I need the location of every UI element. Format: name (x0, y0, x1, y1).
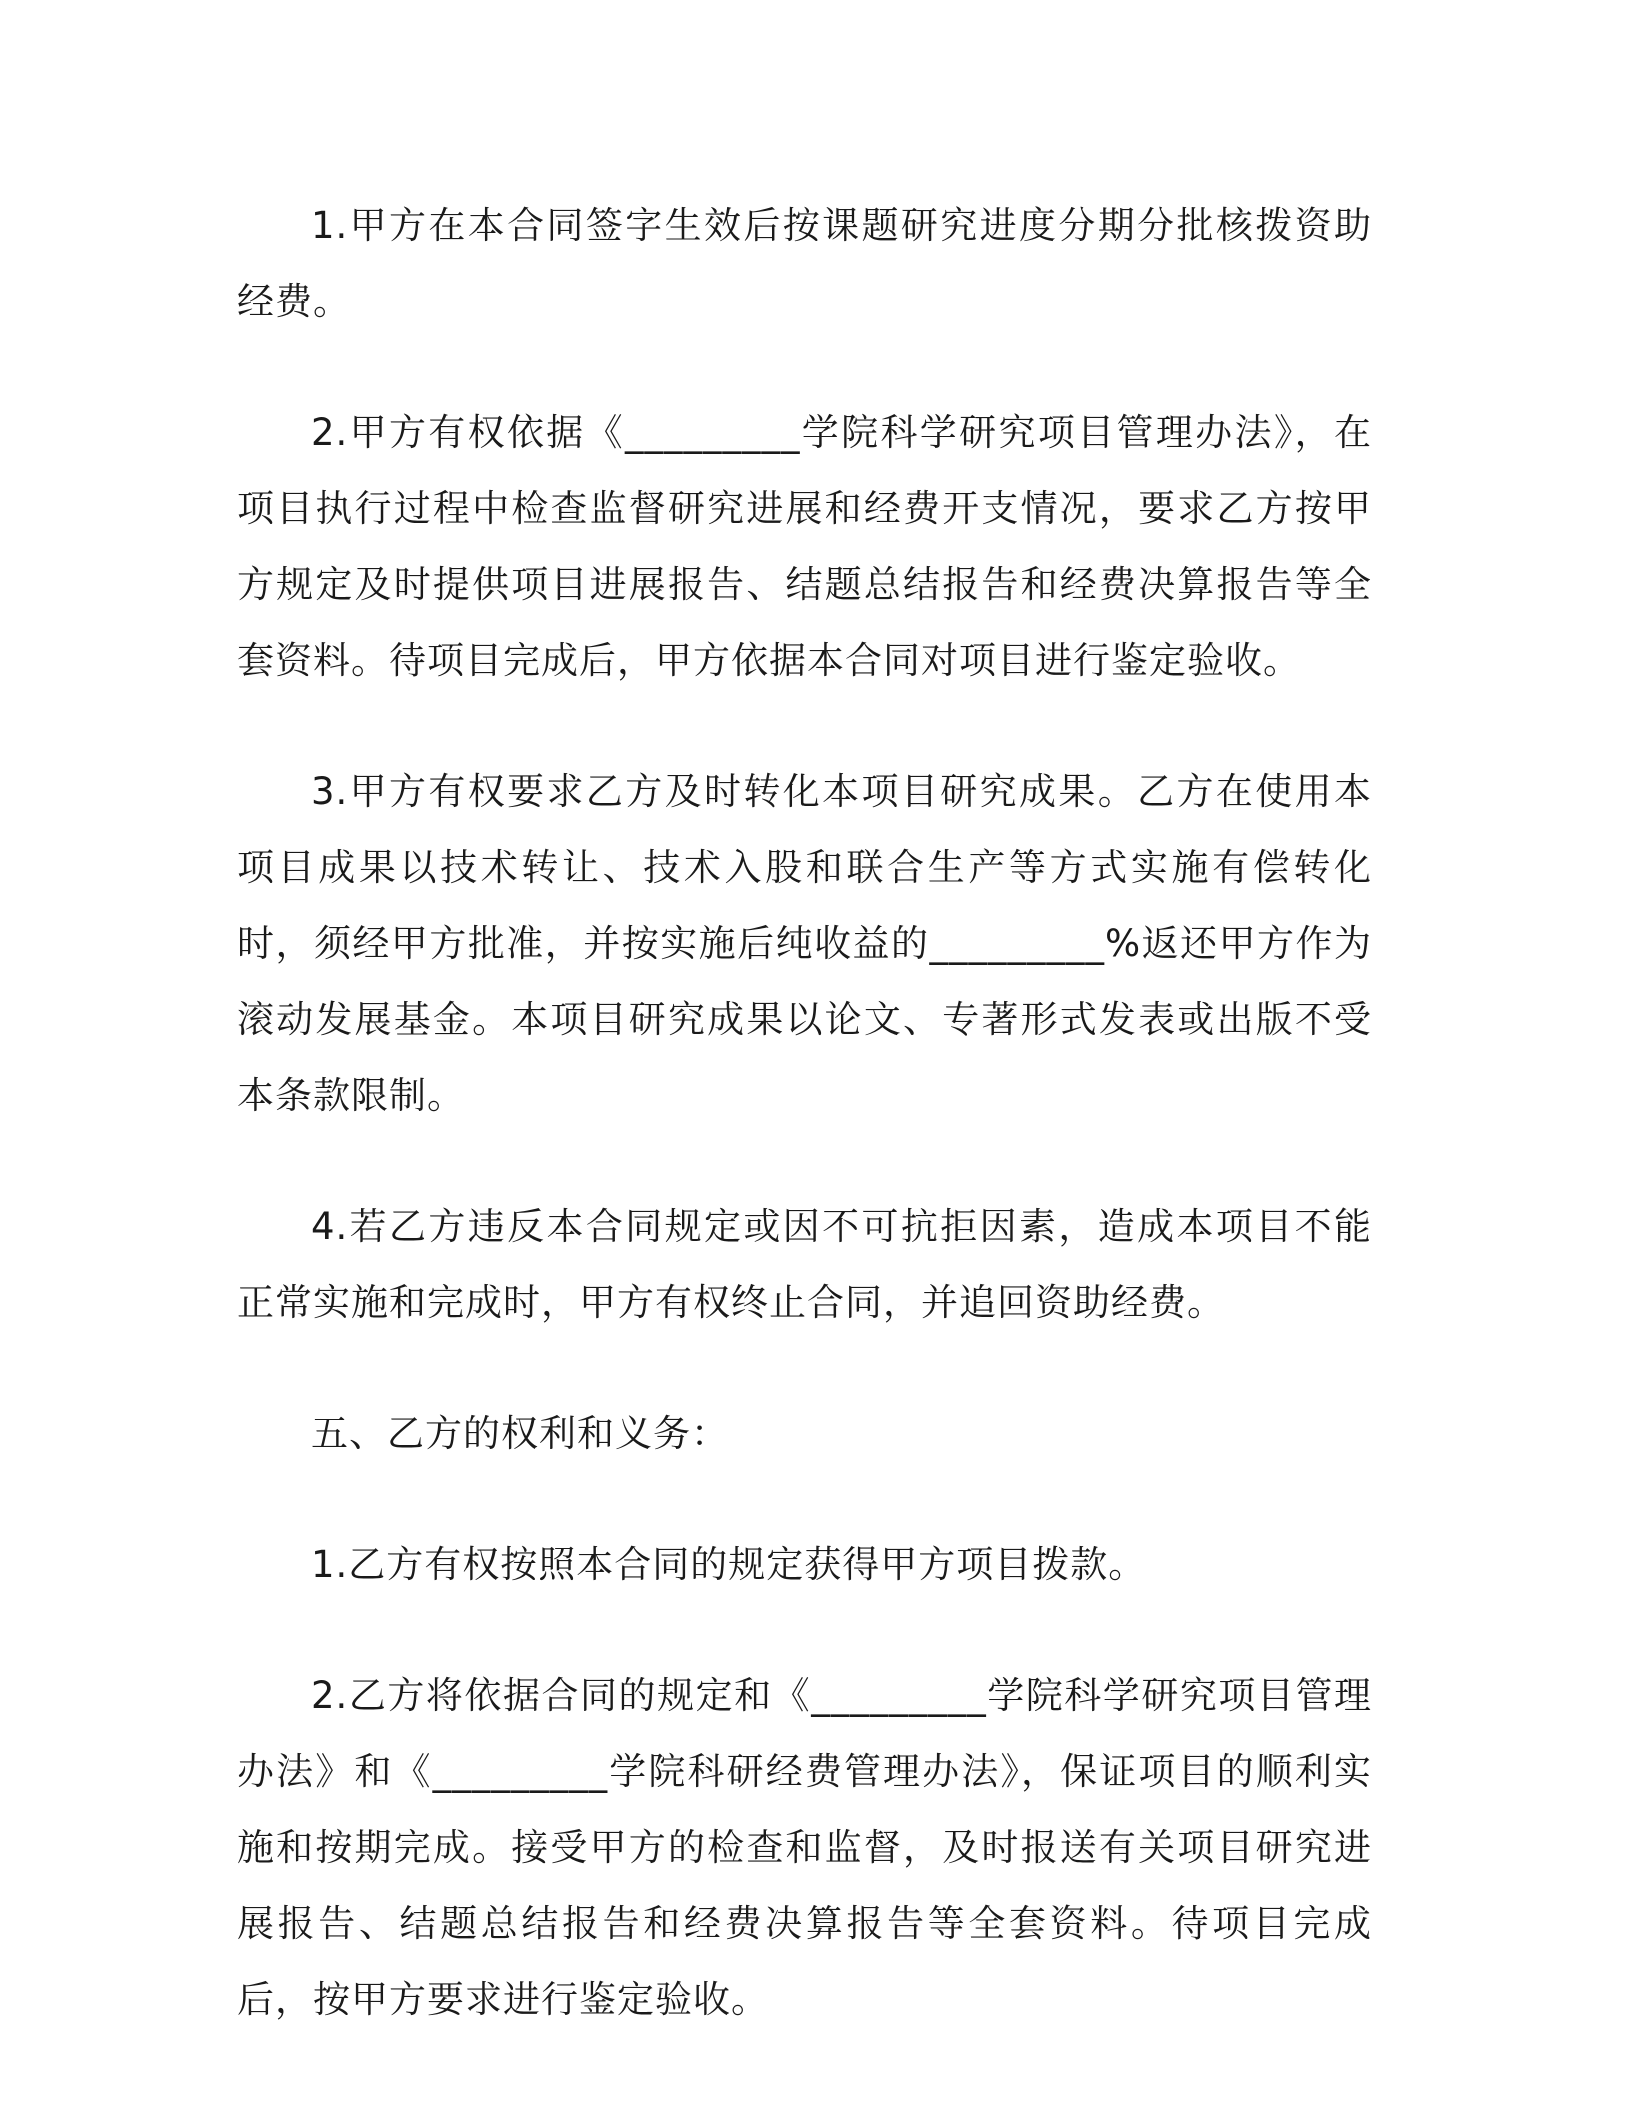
clause-4-2: 2.甲方有权依据《_________学院科学研究项目管理办法》，在项目执行过程中检查监督研究进展和经费开支情况，要求乙方按甲方规定及时提供项目进展报告、结题总结报告和经费决算报告等全套资料。待项目完成后，甲方依据本合同对项目进行鉴定验收。 (237, 411, 1372, 682)
document-page (237, 188, 1372, 2093)
clause-4-1: 1.甲方在本合同签字生效后按课题研究进度分期分批核拨资助经费。 (237, 204, 1372, 323)
clause-5-2: 2.乙方将依据合同的规定和《_________学院科学研究项目管理办法》和《_________学院科研经费管理办法》，保证项目的顺利实施和按期完成。接受甲方的检查和监督，及时报送有关项目研究进展报告、结题总结报告和经费决算报告等全套资料。待项目完成后，按甲方要求进行鉴定验收。 (237, 1674, 1372, 2021)
section-5-heading: 五、乙方的权利和义务： (311, 1412, 729, 1455)
clause-4-4: 4.若乙方违反本合同规定或因不可抗拒因素，造成本项目不能正常实施和完成时，甲方有权终止合同，并追回资助经费。 (237, 1205, 1372, 1324)
clause-5-1: 1.乙方有权按照本合同的规定获得甲方项目拨款。 (311, 1543, 1147, 1586)
clause-4-3: 3.甲方有权要求乙方及时转化本项目研究成果。乙方在使用本项目成果以技术转让、技术入股和联合生产等方式实施有偿转化时，须经甲方批准，并按实施后纯收益的_________%返还甲方作为滚动发展基金。本项目研究成果以论文、专著形式发表或出版不受本条款限制。 (237, 770, 1372, 1117)
